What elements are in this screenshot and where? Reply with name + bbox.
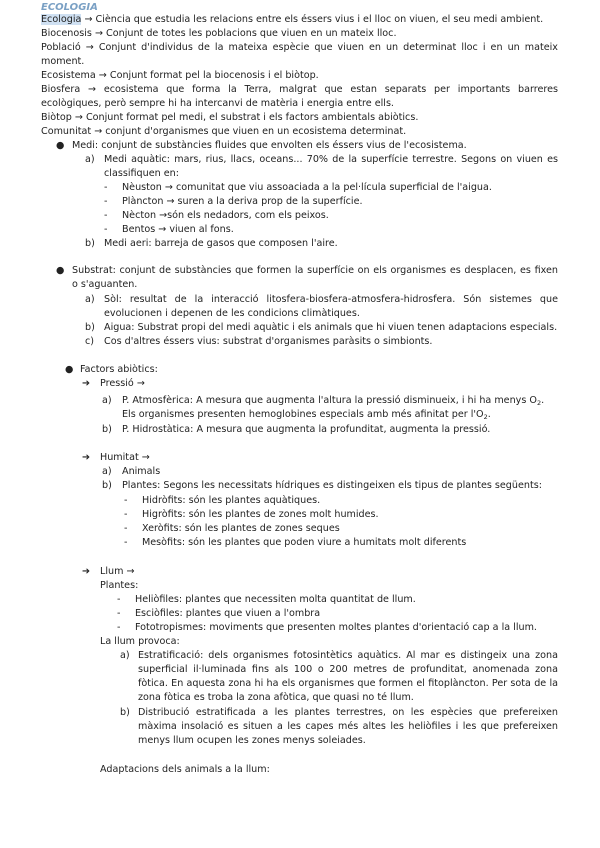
medi-subitem: Nècton →són els nedadors, com els peixos. <box>122 210 329 221</box>
substrat-cos: Cos d'altres éssers vius: substrat d'organismes paràsits o simbionts. <box>104 336 433 347</box>
substrat-aigua: Aigua: Substrat propi del medi aquàtic i els animals que hi viuen tenen adaptacions especials. <box>104 322 558 333</box>
text-part: . <box>541 395 545 406</box>
definition-biotop: Biòtop → Conjunt format pel medi, el substrat i els factors ambientals abiòtics. <box>41 112 419 123</box>
pressio-heading: Pressió → <box>100 378 145 389</box>
definition-biosfera: Biosfera → ecosistema que forma la Terra, malgrat que estan separats per importants barreres <box>41 84 558 95</box>
dash-marker: - <box>104 210 108 221</box>
llum-subitem: Fototropismes: moviments que presenten moltes plantes d'orientació cap a la llum. <box>135 622 537 633</box>
list-marker: a) <box>102 466 112 477</box>
doc-title: ECOLOGIA <box>41 2 98 13</box>
medi-aeri: Medi aeri: barreja de gasos que composen l'aire. <box>104 238 338 249</box>
list-marker: b) <box>85 322 95 333</box>
humitat-subitem: Xeròfits: són les plantes de zones seques <box>142 523 340 534</box>
medi-aquatic-line1: Medi aquàtic: mars, rius, llacs, oceans... 70% de la superfície terrestre. Segons on viuen es <box>104 154 558 165</box>
dash-marker: - <box>124 537 128 548</box>
arrow-icon: ➔ <box>82 378 91 389</box>
medi-aquatic-line2: classifiquen en: <box>104 168 179 179</box>
dash-marker: - <box>104 196 108 207</box>
list-marker: b) <box>120 707 130 718</box>
substrat-sol-line2: evolucionen i depenen de les condicions climàtiques. <box>104 308 360 319</box>
llum-subitem: Heliòfiles: plantes que necessiten molta quantitat de llum. <box>135 594 416 605</box>
substrat-sol-line1: Sòl: resultat de la interacció litosfera-biosfera-atmosfera-hidrosfera. Són sistemes que <box>104 294 558 305</box>
substrat-intro-line1: Substrat: conjunt de substàncies que formen la superfície on els organismes es desplacen, es fixen <box>72 265 558 276</box>
bullet-icon: ● <box>65 364 74 375</box>
humitat-animals: Animals <box>122 466 161 477</box>
definition-ecologia <box>41 13 543 26</box>
llum-adaptacions: Adaptacions dels animals a la llum: <box>100 764 270 775</box>
arrow-icon: ➔ <box>82 566 91 577</box>
definition-ecosistema: Ecosistema → Conjunt format pel la biocenosis i el biòtop. <box>41 70 319 81</box>
list-marker: b) <box>85 238 95 249</box>
dash-marker: - <box>117 608 121 619</box>
subscript: 2 <box>483 413 488 421</box>
llum-estratificacio-line: zona fòtica es troba la zona afòtica, que quasi no té llum. <box>138 692 414 703</box>
medi-subitem: Plàncton → suren a la deriva prop de la superfície. <box>122 196 363 207</box>
dash-marker: - <box>104 224 108 235</box>
llum-plantes: Plantes: <box>100 580 139 591</box>
llum-estratificacio-line: fòtica. En aquesta zona hi ha els organismes que formen el fitoplàncton. Per sota de la <box>138 678 558 689</box>
dash-marker: - <box>117 622 121 633</box>
llum-heading: Llum → <box>100 566 135 577</box>
medi-subitem: Bentos → viuen al fons. <box>122 224 234 235</box>
list-marker: a) <box>85 154 95 165</box>
llum-distribucio-line: màxima insolació es situen a les capes més altes les heliòfiles i les que prefereixen <box>138 721 558 732</box>
llum-estratificacio-line: Estratificació: dels organismes fotosintètics aquàtics. Al mar es distingeix una zona <box>138 650 558 661</box>
llum-distribucio-line: Distribució estratificada a les plantes terrestres, on les espècies que prefereixen <box>138 707 558 718</box>
substrat-intro-line2: o s'aguanten. <box>72 279 138 290</box>
definition-comunitat: Comunitat → conjunt d'organismes que viuen en un ecosistema determinat. <box>41 126 407 137</box>
definition-text: → Ciència que estudia les relacions entre els éssers vius i el lloc on viuen, el seu medi ambient. <box>81 14 544 25</box>
humitat-subitem: Mesòfits: són les plantes que poden viure a humitats molt diferents <box>142 537 467 548</box>
text-part: Els organismes presenten hemoglobines especials amb més afinitat per l'O <box>122 409 484 420</box>
text-part: . <box>487 409 491 420</box>
list-marker: b) <box>102 480 112 491</box>
llum-provoca: La llum provoca: <box>100 636 180 647</box>
definition-biosfera-cont: ecològiques, però sempre hi ha intercanvi de matèria i energia entre ells. <box>41 98 394 109</box>
humitat-plantes: Plantes: Segons les necessitats hídriques es distingeixen els tipus de plantes següents: <box>122 480 542 491</box>
definition-biocenosis: Biocenosis → Conjunt de totes les poblacions que viuen en un mateix lloc. <box>41 28 397 39</box>
dash-marker: - <box>124 495 128 506</box>
dash-marker: - <box>117 594 121 605</box>
humitat-subitem: Hidròfits: són les plantes aquàtiques. <box>142 495 321 506</box>
bullet-icon: ● <box>56 265 65 276</box>
list-marker: a) <box>120 650 130 661</box>
list-marker: b) <box>102 424 112 435</box>
medi-subitem: Nèuston → comunitat que viu assoaciada a la pel·lícula superficial de l'aigua. <box>122 182 492 193</box>
medi-intro: Medi: conjunt de substàncies fluides que envolten els éssers vius de l'ecosistema. <box>72 140 467 151</box>
pressio-hidrostatica: P. Hidrostàtica: A mesura que augmenta la profunditat, augmenta la pressió. <box>122 424 491 435</box>
definition-poblacio-cont: moment. <box>41 56 85 67</box>
subscript: 2 <box>536 399 542 407</box>
humitat-subitem: Higròfits: són les plantes de zones molt humides. <box>142 509 379 520</box>
llum-distribucio-line: menys llum ocupen les zones menys soleiades. <box>138 735 366 746</box>
dash-marker: - <box>104 182 108 193</box>
arrow-icon: ➔ <box>82 452 91 463</box>
dash-marker: - <box>124 509 128 520</box>
list-marker: a) <box>85 294 95 305</box>
dash-marker: - <box>124 523 128 534</box>
text-part: P. Atmosfèrica: A mesura que augmenta l'altura la pressió disminueix, i hi ha menys O <box>122 395 537 406</box>
list-marker: c) <box>85 336 95 347</box>
llum-subitem: Esciòfiles: plantes que viuen a l'ombra <box>135 608 321 619</box>
llum-estratificacio-line: superficial il·luminada fins als 100 o 200 metres de profunditat, anomenada zona <box>138 664 558 675</box>
humitat-heading: Humitat → <box>100 452 150 463</box>
list-marker: a) <box>102 395 112 406</box>
highlighted-term: Ecologia <box>41 14 82 25</box>
definition-poblacio: Població → Conjunt d'individus de la mateixa espècie que viuen en un determinat lloc i en un mateix <box>41 42 558 53</box>
factors-intro: Factors abiòtics: <box>80 364 158 375</box>
bullet-icon: ● <box>56 140 65 151</box>
pressio-atmosferica-line2 <box>122 408 491 424</box>
